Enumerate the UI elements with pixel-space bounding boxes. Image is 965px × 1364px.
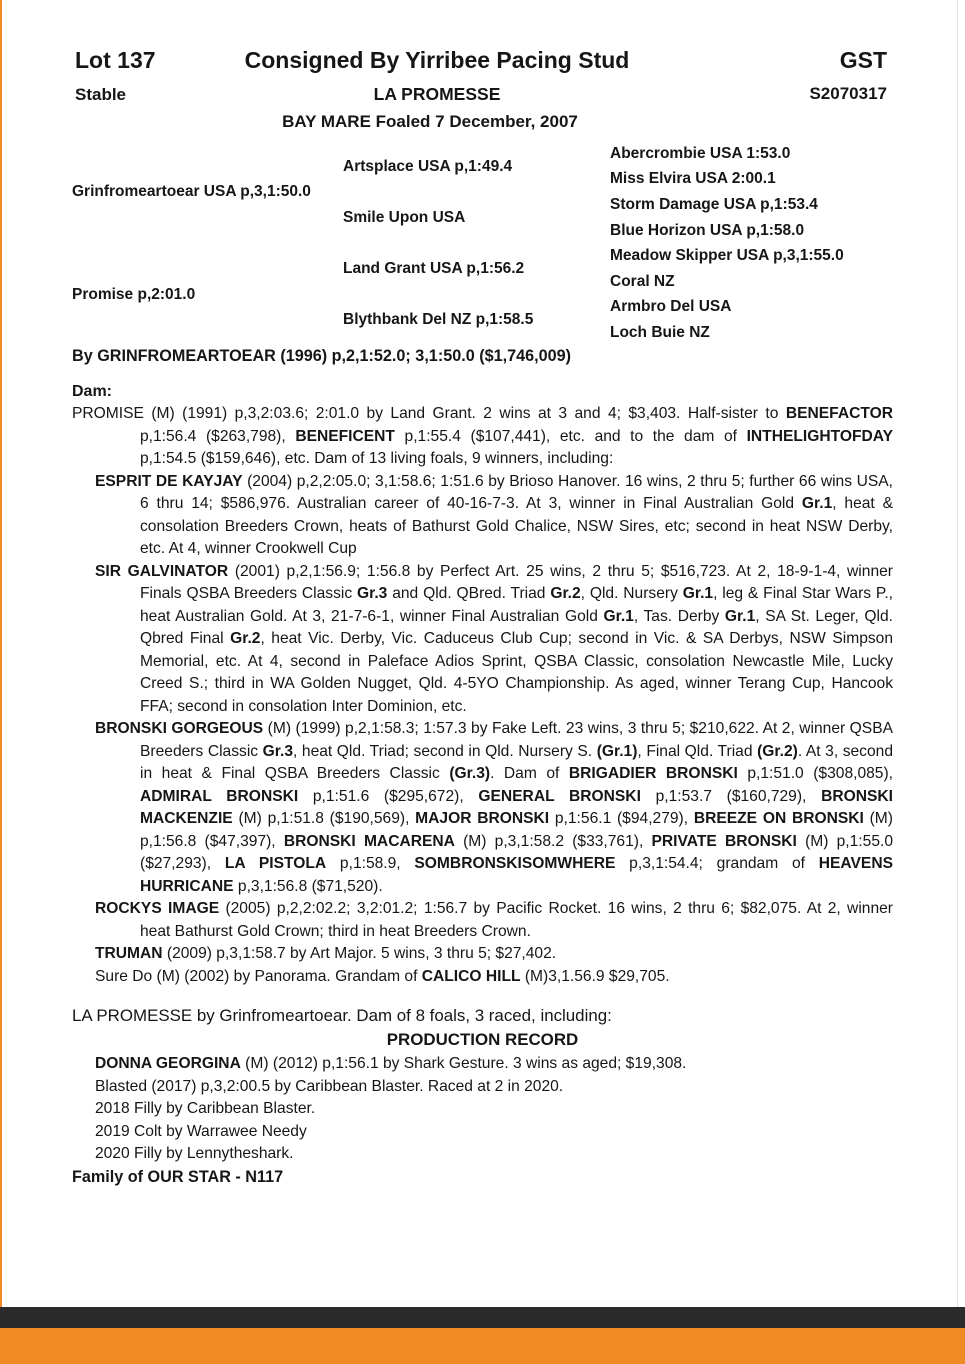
pedigree-gen3-entry: Coral NZ	[610, 272, 675, 290]
foaling-line: BAY MARE Foaled 7 December, 2007	[282, 112, 578, 131]
dam-paragraph-promise: PROMISE (M) (1991) p,3,2:03.6; 2:01.0 by Land Grant. 2 wins at 3 and 4; $3,403. Half-sister to BENEFACTOR p,1:56.4 ($263,798), BENEFICENT p,1:55.4 ($107,441), etc. and to the dam of INTHELIGHTOFDAY p,1:54.5 ($159,646), etc. Dam of 13 living foals, 9 winners, including:	[72, 405, 893, 467]
footer-dark-bar	[0, 1307, 965, 1328]
sire-summary-line: By GRINFROMEARTOEAR (1996) p,2,1:52.0; 3,1:50.0 ($1,746,009)	[72, 347, 572, 365]
pedigree-text-body	[72, 345, 893, 1188]
pedigree-gen3-entry: Miss Elvira USA 2:00.1	[610, 170, 776, 188]
production-entry-donna-georgina: DONNA GEORGINA (M) (2012) p,1:56.1 by Shark Gesture. 3 wins as aged; $19,308.	[95, 1055, 687, 1072]
horse-name: LA PROMESSE	[373, 84, 501, 104]
pedigree-gen3-entry: Abercrombie USA 1:53.0	[610, 144, 791, 162]
page-left-accent-stripe	[0, 0, 2, 1364]
production-intro: LA PROMESSE by Grinfromeartoear. Dam of 8 foals, 3 raced, including:	[72, 1006, 612, 1025]
production-entry-2018-filly: 2018 Filly by Caribbean Blaster.	[95, 1100, 316, 1117]
production-heading: PRODUCTION RECORD	[386, 1029, 579, 1049]
production-entry-blasted: Blasted (2017) p,3,2:00.5 by Caribbean Blaster. Raced at 2 in 2020.	[95, 1077, 564, 1095]
pedigree-dam-dam: Blythbank Del NZ p,1:58.5	[343, 311, 534, 329]
pedigree-gen3-entry: Blue Horizon USA p,1:58.0	[610, 221, 805, 239]
pedigree-sire: Grinfromeartoear USA p,3,1:50.0	[72, 183, 311, 201]
pedigree-gen3-entry: Meadow Skipper USA p,3,1:55.0	[610, 247, 844, 265]
production-entry-2020-filly: 2020 Filly by Lennytheshark.	[95, 1145, 294, 1162]
foal-paragraph-bronski-gorgeous: BRONSKI GORGEOUS (M) (1999) p,2,1:58.3; 1:57.3 by Fake Left. 23 wins, 3 thru 5; $210,622. At 2, winner QSBA Breeders Classic Gr.3, heat Qld. Triad; second in Qld. Nursery S. (Gr.1), Final Qld. Triad (Gr.2). At 3, second in heat & Final QSBA Breeders Classic (Gr.3). Dam of BRIGADIER BRONSKI p,1:51.0 ($308,085), ADMIRAL BRONSKI p,1:51.6 ($295,672), GENERAL BRONSKI p,1:53.7 ($160,729), BRONSKI MACKENZIE (M) p,1:51.8 ($190,569), MAJOR BRONSKI p,1:56.1 ($94,279), BREEZE ON BRONSKI (M) p,1:56.8 ($47,397), BRONSKI MACARENA (M) p,3,1:58.2 ($33,761), PRIVATE BRONSKI (M) p,1:55.0 ($27,293), LA PISTOLA p,1:58.9, SOMBRONSKISOMWHERE p,3,1:54.4; grandam of HEAVENS HURRICANE p,3,1:56.8 ($71,520).	[95, 720, 893, 895]
production-record-section	[72, 1005, 893, 1188]
foal-paragraph-sure-do: Sure Do (M) (2002) by Panorama. Grandam of CALICO HILL (M)3,1.56.9 $29,705.	[95, 967, 670, 985]
stable-label: Stable	[75, 85, 127, 104]
family-line: Family of OUR STAR - N117	[72, 1167, 284, 1186]
page-right-edge-line	[957, 0, 958, 1307]
pedigree-gen3-entry: Armbro Del USA	[610, 298, 732, 316]
foal-paragraph-sir-galvinator: SIR GALVINATOR (2001) p,2,1:56.9; 1:56.8 by Perfect Art. 25 wins, 2 thru 5; $516,723. At 2, 18-9-1-4, winner Finals QSBA Breeders Classic Gr.3 and Qld. QBred. Triad Gr.2, Qld. Nursery Gr.1, leg & Final Star Wars P., heat Australian Gold. At 3, 21-7-6-1, winner Final Australian Gold Gr.1, Tas. Derby Gr.1, SA St. Leger, Qld. Qbred Final Gr.2, heat Vic. Derby, Vic. Caduceus Club Cup; second in Vic. & SA Derbys, NSW Simpson Memorial, etc. At 4, second in Paleface Adios Sprint, QSBA Classic, consolation Newcastle Mile, Lucky Creed S.; third in WA Golden Nugget, Qld. 4-5YO Championship. As aged, winner Terang Cup, Hancook FFA; second in consolation Inter Dominion, etc.	[95, 562, 894, 715]
pedigree-table	[72, 141, 893, 346]
foal-paragraph-esprit-de-kayjay: ESPRIT DE KAYJAY (2004) p,2,2:05.0; 3,1:58.6; 1:51.6 by Brioso Hanover. 16 wins, 2 thru 5; further 66 wins USA, 6 thru 14; $586,976. Australian career of 40-16-7-3. At 3, winner in Final Australian Gold Gr.1, heat & consolation Breeders Crown, heats of Bathurst Gold Chalice, NSW Sires, etc; second in heat NSW Derby, etc. At 4, winner Crookwell Cup	[95, 472, 894, 557]
lot-number: Lot 137	[75, 47, 156, 73]
pedigree-sire-dam: Smile Upon USA	[343, 208, 466, 226]
pedigree-dam-sire: Land Grant USA p,1:56.2	[343, 259, 525, 277]
pedigree-sire-sire: Artsplace USA p,1:49.4	[343, 157, 513, 175]
dam-heading: Dam:	[72, 382, 113, 400]
foal-paragraph-truman: TRUMAN (2009) p,3,1:58.7 by Art Major. 5 wins, 3 thru 5; $27,402.	[95, 945, 557, 962]
lot-code: S2070317	[809, 84, 887, 103]
consignor-title: Consigned By Yirribee Pacing Stud	[244, 47, 630, 73]
pedigree-dam: Promise p,2:01.0	[72, 285, 196, 303]
production-entry-2019-colt: 2019 Colt by Warrawee Needy	[95, 1122, 307, 1140]
gst-label: GST	[839, 47, 887, 73]
pedigree-gen3-entry: Loch Buie NZ	[610, 323, 710, 341]
footer-orange-bar	[0, 1328, 965, 1364]
pedigree-gen3-entry: Storm Damage USA p,1:53.4	[610, 195, 818, 213]
foal-paragraph-rockys-image: ROCKYS IMAGE (2005) p,2,2:02.2; 3,2:01.2; 1:56.7 by Pacific Rocket. 16 wins, 2 thru 6; $82,075. At 2, winner heat Bathurst Gold Crown; third in heat Breeders Crown.	[95, 900, 893, 940]
